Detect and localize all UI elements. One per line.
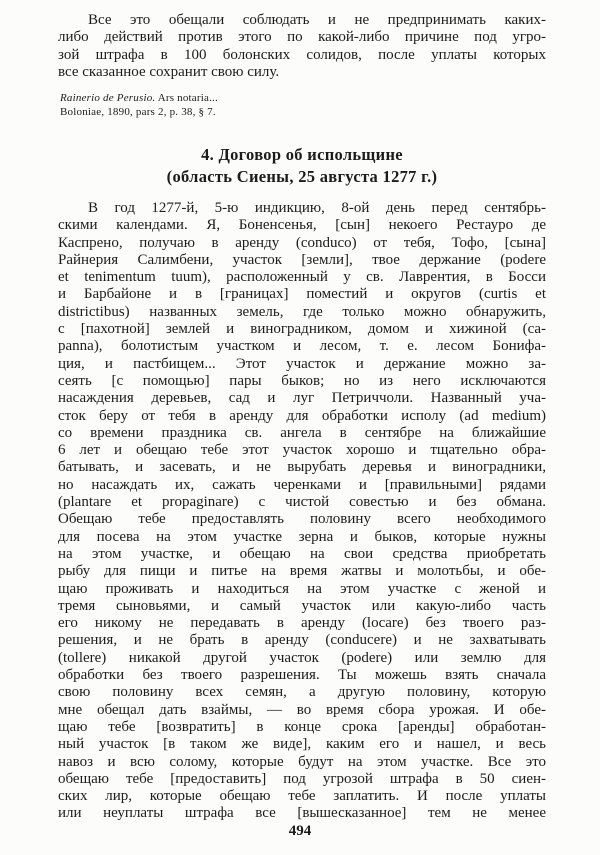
- text-line: В год 1277-й, 5-ю индикцию, 8-ой день перед сентябрь-: [88, 200, 546, 216]
- text-line: Обещаю тебе предоставлять половину всего необходимого: [58, 511, 546, 528]
- text-line: на этом участке, и обещаю на свои средства приобретать: [58, 545, 546, 562]
- text-line: свою половину всех семян, а другую половину, которую: [58, 684, 546, 701]
- citation-line-2: Boloniae, 1890, pars 2, p. 38, § 7.: [60, 105, 216, 118]
- text-line: ция, и пастбищем... Этот участок и держание можно за-: [58, 355, 546, 372]
- text-line: для посева на этом участке зерна и быков, которые нужны: [58, 528, 546, 545]
- text-line: его никому не передавать в аренду (locare) без твоего раз-: [58, 615, 546, 632]
- text-line: щаю проживать и находиться на этом участке с женой и: [58, 580, 546, 597]
- document-body-paragraph: [58, 200, 546, 823]
- citation-line-1: [60, 92, 548, 106]
- text-line: со времени праздника св. ангела в сентябре на ближайшие: [58, 424, 546, 441]
- text-line: скими календами. Я, Боненсенья, [сын] некоего Рестауро де: [58, 217, 546, 234]
- text-line: Все это обещали соблюдать и не предпринимать каких-: [88, 12, 546, 28]
- previous-document-ending-paragraph: [58, 12, 546, 81]
- document-heading: [58, 144, 546, 188]
- text-line: тремя сыновьями, и самый участок или какую-либо часть: [58, 597, 546, 614]
- heading-line-1: 4. Договор об испольщине: [201, 145, 403, 164]
- heading-line-2: (область Сиены, 25 августа 1277 г.): [166, 167, 438, 186]
- text-line: panna), болотистым участком и лесом, т. е. лесом Бонифа-: [58, 338, 546, 355]
- text-line: обработки без твоего разрешения. Ты можешь взять сначала: [58, 667, 546, 684]
- page-number: 494: [288, 823, 312, 839]
- text-line: обещаю тебе [предоставить] под угрозой штрафа в 50 сиен-: [58, 770, 546, 787]
- text-line: (plantare et propaginare) с чистой совестью и без обмана.: [58, 494, 546, 511]
- text-line: ный участок [в таком же виде], каким его и нашел, и весь: [58, 736, 546, 753]
- text-line: districtibus) названных земель, где только можно обнаружить,: [58, 303, 546, 320]
- citation-title: Ars notaria...: [157, 92, 218, 104]
- text-line: рыбу для пищи и питье на время жатвы и молотьбы, и обе-: [58, 563, 546, 580]
- text-line: сток беру от тебя в аренду для обработки исполу (ad medium): [58, 407, 546, 424]
- text-line: батывать, и засевать, и не вырубать деревья и виноградники,: [58, 459, 546, 476]
- text-line: et tenimentum tuum), расположенный у св. Лаврентия, в Босси: [58, 269, 546, 286]
- text-line: сеять [с помощью] пары быков; но из него исключаются: [58, 372, 546, 389]
- text-line: либо действий против этого по какой-либо причине под угро-: [58, 29, 546, 46]
- text-line: ских лир, которые обещаю тебе заплатить. И после уплаты: [58, 788, 546, 805]
- text-line: но насаждать их, сажать черенками и [правильными] рядами: [58, 476, 546, 493]
- text-line: решения, и не брать в аренду (conducere) и не захватывать: [58, 632, 546, 649]
- text-line: и Барбайоне и в [границах] поместий и округов (curtis et: [58, 286, 546, 303]
- text-line: (tollere) никакой другой участок (podere) или землю для: [58, 649, 546, 666]
- text-line: Каспрено, получаю в аренду (conduco) от тебя, Тофо, [сына]: [58, 234, 546, 251]
- text-line: насаждения деревьев, сад и луг Петриччоли. Названный уча-: [58, 390, 546, 407]
- text-line: зой штрафа в 100 болонских солидов, после уплаты которых: [58, 46, 546, 63]
- text-line: 6 лет и обещаю тебе этот участок хорошо и тщательно обра-: [58, 442, 546, 459]
- text-line: щаю тебе [возвратить] в конце срока [аренды] обработан-: [58, 718, 546, 735]
- text-line: навоз и всю солому, которые будут на этом участке. Все это: [58, 753, 546, 770]
- text-line: с [пахотной] землей и виноградником, домом и хижиной (ca-: [58, 321, 546, 338]
- text-line: Райнерия Салимбени, участок [земли], твое держание (podere: [58, 251, 546, 268]
- source-citation: [60, 92, 548, 119]
- text-line: все сказанное сохранит свою силу.: [58, 63, 280, 80]
- citation-author: Rainerio de Perusio.: [60, 92, 156, 104]
- text-line: или неуплаты штрафа все [вышесказанное] тем не менее: [58, 805, 546, 822]
- text-line: мне обещал дать взаймы, — во время сбора урожая. И обе-: [58, 701, 546, 718]
